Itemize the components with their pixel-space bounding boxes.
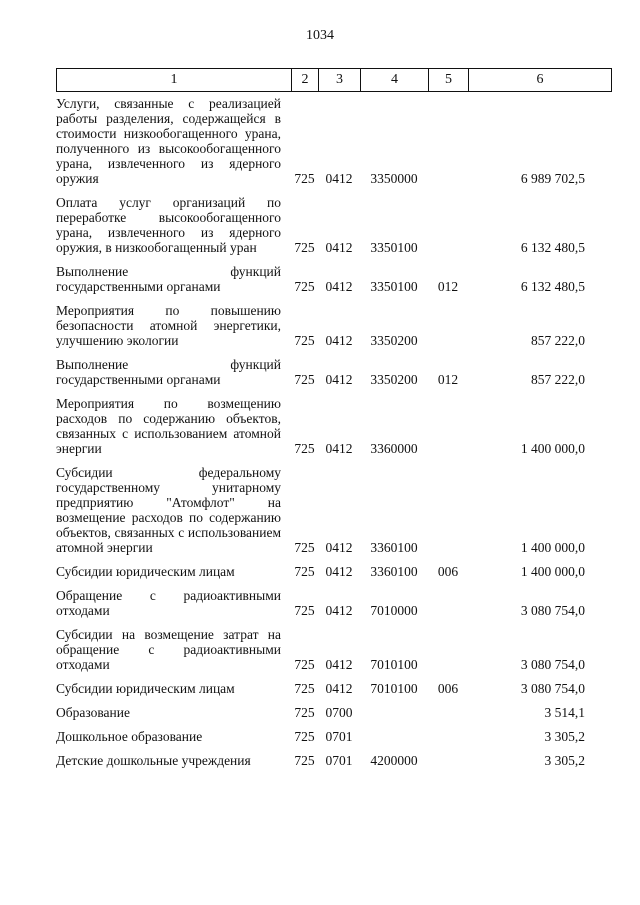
row-amount: 1 400 000,0 <box>520 540 585 555</box>
row-article: 3360000 <box>370 441 418 456</box>
row-name: Выполнение функций государственными органами <box>56 264 281 294</box>
row-ministry: 725 <box>294 240 315 255</box>
row-article: 3350200 <box>370 372 418 387</box>
row-expense <box>428 729 468 753</box>
table-row <box>56 264 611 303</box>
row-amount: 6 132 480,5 <box>520 240 585 255</box>
row-amount: 3 305,2 <box>544 753 585 768</box>
header-cell-4: 4 <box>361 69 429 92</box>
row-article: 3360100 <box>370 564 418 579</box>
row-amount: 3 080 754,0 <box>520 603 585 618</box>
row-article: 4200000 <box>370 753 418 768</box>
row-section: 0700 <box>325 705 353 720</box>
row-article: 7010000 <box>370 603 418 618</box>
table-row <box>56 705 611 729</box>
row-expense: 012 <box>437 279 459 294</box>
table-row <box>56 195 611 264</box>
header-row <box>57 69 612 92</box>
row-article: 3350100 <box>370 279 418 294</box>
row-article: 3360100 <box>370 540 418 555</box>
row-section: 0412 <box>325 441 353 456</box>
header-cell-5: 5 <box>429 69 469 92</box>
row-name: Мероприятия по повышению безопасности атомной энергетики, улучшению экологии <box>56 303 281 348</box>
row-amount: 3 080 754,0 <box>520 681 585 696</box>
row-amount: 1 400 000,0 <box>520 441 585 456</box>
row-ministry: 725 <box>294 171 315 186</box>
row-ministry: 725 <box>294 333 315 348</box>
row-amount: 6 132 480,5 <box>520 279 585 294</box>
row-section: 0412 <box>325 681 353 696</box>
row-name: Субсидии юридическим лицам <box>56 564 235 579</box>
table-row <box>56 465 611 564</box>
row-ministry: 725 <box>294 729 315 744</box>
header-cell-3: 3 <box>319 69 361 92</box>
row-section: 0701 <box>325 753 353 768</box>
row-name: Субсидии юридическим лицам <box>56 681 235 696</box>
row-expense <box>428 753 468 777</box>
table-header <box>56 68 612 92</box>
table-row <box>56 681 611 705</box>
row-section: 0701 <box>325 729 353 744</box>
row-name: Выполнение функций государственными органами <box>56 357 281 387</box>
row-expense <box>428 588 468 627</box>
row-name: Дошкольное образование <box>56 729 203 744</box>
row-expense <box>428 396 468 465</box>
row-amount: 3 080 754,0 <box>520 657 585 672</box>
row-article <box>360 705 428 729</box>
row-amount: 1 400 000,0 <box>520 564 585 579</box>
table-row <box>56 357 611 396</box>
budget-table <box>56 96 611 777</box>
row-section: 0412 <box>325 279 353 294</box>
row-section: 0412 <box>325 240 353 255</box>
row-name: Субсидии федеральному государственному унитарному предприятию "Атомфлот" на возмещение расходов по содержанию объектов, связанных с использованием атомной энергии <box>56 465 281 555</box>
row-ministry: 725 <box>294 603 315 618</box>
row-article: 7010100 <box>370 657 418 672</box>
row-ministry: 725 <box>294 441 315 456</box>
row-expense <box>428 705 468 729</box>
table-row <box>56 96 611 195</box>
table-row <box>56 588 611 627</box>
row-section: 0412 <box>325 603 353 618</box>
row-section: 0412 <box>325 540 353 555</box>
row-section: 0412 <box>325 333 353 348</box>
row-ministry: 725 <box>294 705 315 720</box>
row-ministry: 725 <box>294 372 315 387</box>
table-row <box>56 627 611 681</box>
row-section: 0412 <box>325 657 353 672</box>
row-name: Обращение с радиоактивными отходами <box>56 588 281 618</box>
row-section: 0412 <box>325 171 353 186</box>
header-cell-6: 6 <box>469 69 612 92</box>
row-name: Образование <box>56 705 130 720</box>
row-name: Детские дошкольные учреждения <box>56 753 251 768</box>
table-row <box>56 303 611 357</box>
row-name: Услуги, связанные с реализацией работы разделения, содержащейся в стоимости низкообогащенного урана, полученного из высокообогащенного урана, извлеченного из ядерного оружия <box>56 96 281 186</box>
page-number: 1034 <box>306 28 334 43</box>
row-section: 0412 <box>325 564 353 579</box>
row-amount: 3 305,2 <box>544 729 585 744</box>
table-row <box>56 753 611 777</box>
row-article: 7010100 <box>370 681 418 696</box>
row-expense: 006 <box>437 564 459 579</box>
row-amount: 3 514,1 <box>544 705 585 720</box>
row-expense: 012 <box>437 372 459 387</box>
row-expense <box>428 195 468 264</box>
row-section: 0412 <box>325 372 353 387</box>
row-article <box>360 729 428 753</box>
row-ministry: 725 <box>294 681 315 696</box>
row-name: Мероприятия по возмещению расходов по содержанию объектов, связанных с использованием атомной энергии <box>56 396 281 456</box>
header-cell-1: 1 <box>57 69 292 92</box>
table-row <box>56 729 611 753</box>
row-expense <box>428 627 468 681</box>
row-article: 3350100 <box>370 240 418 255</box>
row-amount: 6 989 702,5 <box>520 171 585 186</box>
row-ministry: 725 <box>294 540 315 555</box>
row-amount: 857 222,0 <box>531 372 585 387</box>
row-expense: 006 <box>437 681 459 696</box>
row-article: 3350000 <box>370 171 418 186</box>
row-name: Оплата услуг организаций по переработке высокообогащенного урана, извлеченного из ядерного оружия, в низкообогащенный уран <box>56 195 281 255</box>
row-expense <box>428 96 468 195</box>
row-ministry: 725 <box>294 564 315 579</box>
row-ministry: 725 <box>294 279 315 294</box>
row-name: Субсидии на возмещение затрат на обращение с радиоактивными отходами <box>56 627 281 672</box>
row-ministry: 725 <box>294 753 315 768</box>
table-row <box>56 396 611 465</box>
row-article: 3350200 <box>370 333 418 348</box>
header-cell-2: 2 <box>292 69 319 92</box>
row-ministry: 725 <box>294 657 315 672</box>
row-expense <box>428 303 468 357</box>
table-row <box>56 564 611 588</box>
row-expense <box>428 465 468 564</box>
row-amount: 857 222,0 <box>531 333 585 348</box>
